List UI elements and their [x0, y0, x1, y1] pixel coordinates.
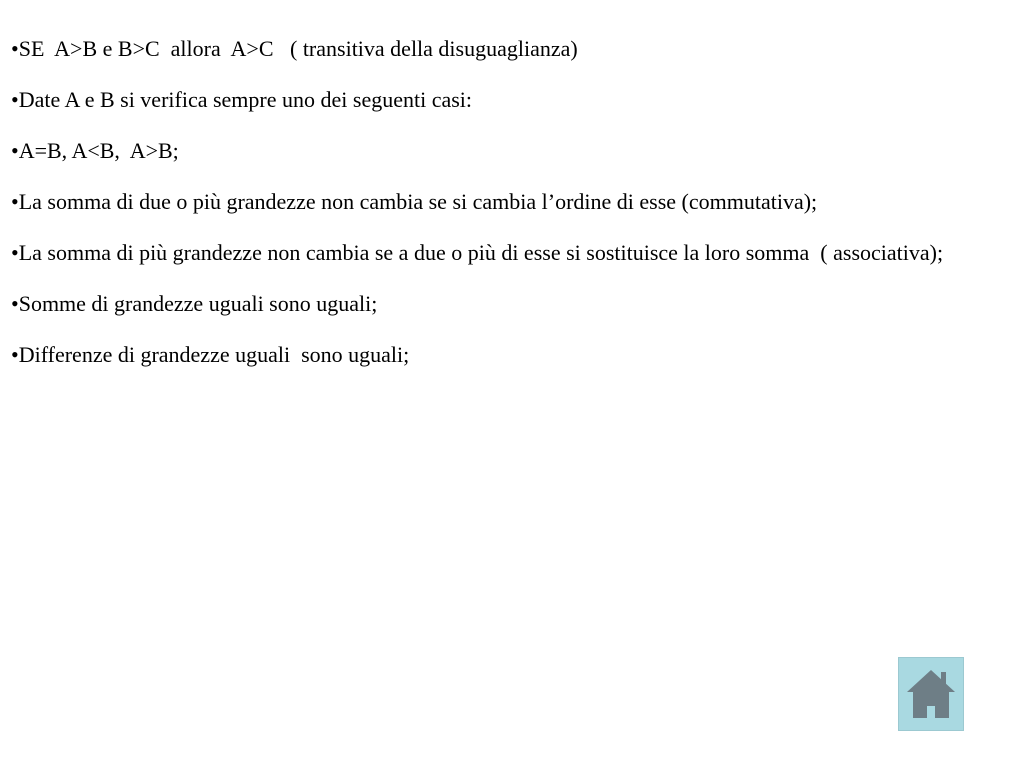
- bullet-text: La somma di più grandezze non cambia se a due o più di esse si sostituisce la loro somma ( associativa);: [18, 240, 944, 265]
- bullet-text: SE A>B e B>C allora A>C ( transitiva della disuguaglianza): [18, 36, 578, 61]
- bullet-text: La somma di due o più grandezze non cambia se si cambia l’ordine di esse (commutativa);: [18, 189, 818, 214]
- bullet-item: [11, 187, 971, 216]
- bullet-text: Somme di grandezze uguali sono uguali;: [18, 291, 378, 316]
- bullet-item: [11, 238, 971, 267]
- bullet-marker: •: [11, 240, 19, 265]
- bullet-item: [11, 289, 971, 318]
- bullet-item: [11, 34, 971, 63]
- bullet-text: A=B, A<B, A>B;: [18, 138, 179, 163]
- bullet-item: [11, 85, 971, 114]
- bullet-marker: •: [11, 342, 19, 367]
- home-button[interactable]: [898, 657, 964, 731]
- bullet-item: [11, 340, 971, 369]
- bullet-marker: •: [11, 189, 19, 214]
- bullet-marker: •: [11, 36, 19, 61]
- slide-text-body: [11, 34, 971, 391]
- home-icon: [899, 658, 963, 730]
- bullet-marker: •: [11, 138, 19, 163]
- bullet-text: Differenze di grandezze uguali sono uguali;: [18, 342, 410, 367]
- bullet-marker: •: [11, 291, 19, 316]
- bullet-text: Date A e B si verifica sempre uno dei seguenti casi:: [18, 87, 473, 112]
- bullet-marker: •: [11, 87, 19, 112]
- bullet-item: [11, 136, 971, 165]
